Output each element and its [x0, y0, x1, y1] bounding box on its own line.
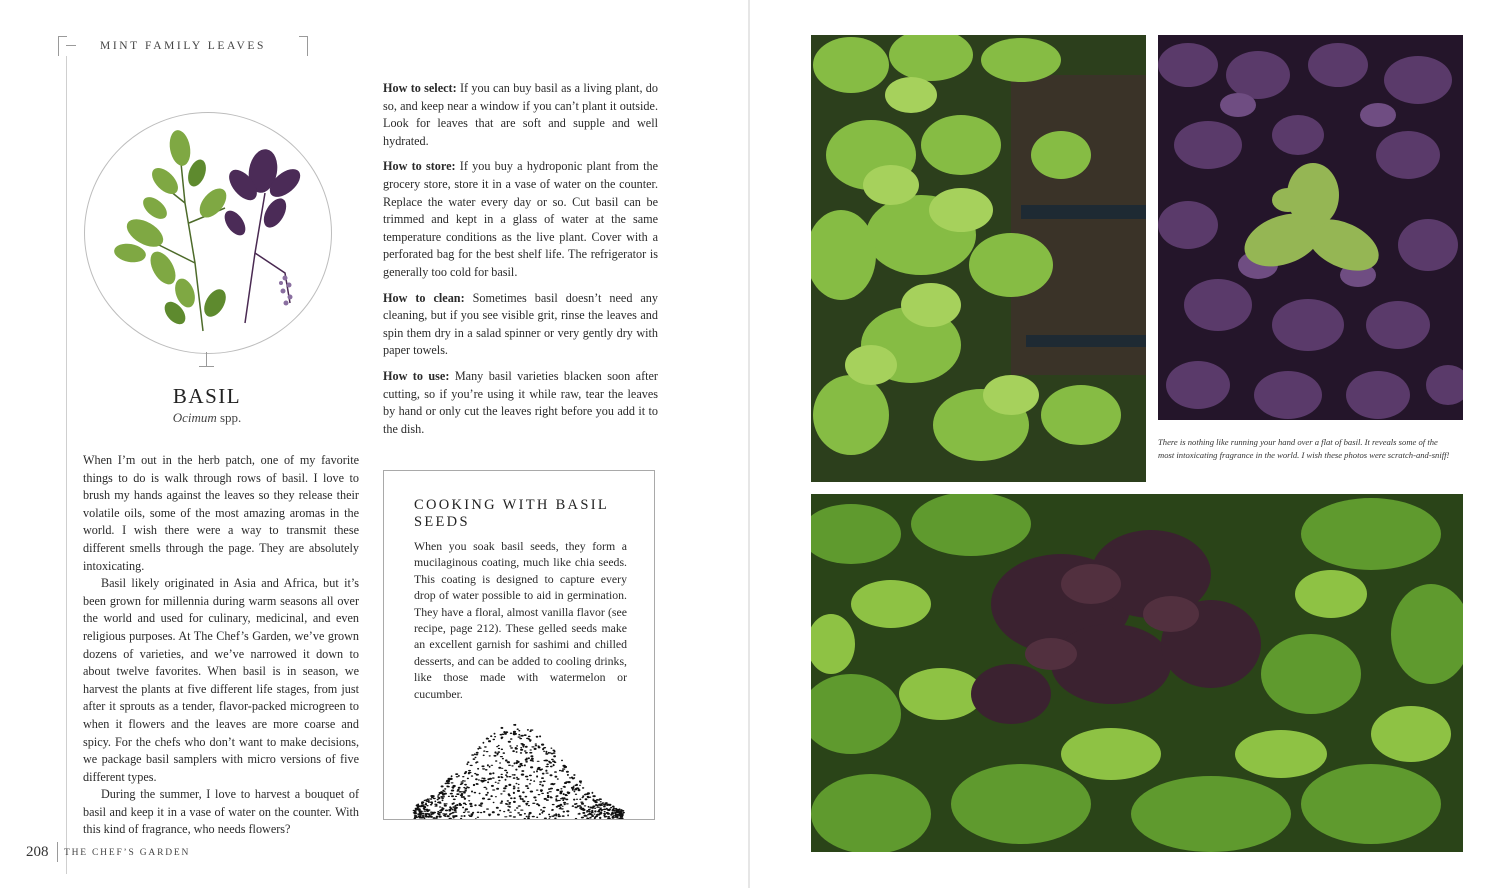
intro-paragraph: When I’m out in the herb patch, one of my favorite things to do is walk through rows of basil. I love to brush my hands against the leaves so they release their volatile oils, some of the most amazing aromas in the world. I wish there were a way to transmit these different smells through the page. They are absolutely intoxicating. [83, 453, 359, 573]
folio-rule [57, 842, 58, 862]
herb-latin-name [84, 410, 330, 426]
tip-text: Sometimes basil doesn’t need any cleaning, but if you see visible grit, rinse the leaves and spin them dry in a salad spinner or very gently dry with paper towels. [383, 290, 658, 358]
sidebar-title: COOKING WITH BASIL SEEDS [414, 497, 609, 530]
mixed-basil-photo [811, 494, 1463, 852]
tip-text: If you can buy basil as a living plant, do so, and keep near a window if you can’t plant it outside. Look for leaves that are soft and supple and well hydrated. [383, 81, 658, 148]
tip-label: How to select: [383, 81, 457, 95]
latin-suffix: spp. [216, 410, 242, 425]
herb-title: BASIL [172, 384, 242, 408]
book-gutter [748, 0, 750, 888]
purple-basil-photo [1158, 35, 1463, 420]
latin-genus: Ocimum [172, 410, 217, 425]
green-basil-photo [811, 35, 1146, 482]
tip-label: How to store: [383, 159, 456, 174]
photo-caption: There is nothing like running your hand over a flat of basil. It reveals some of the most intoxicating fragrance in the world. I wish these photos were scratch-and-sniff! [1158, 437, 1450, 460]
margin-rule [66, 56, 67, 874]
tips-column [383, 80, 658, 446]
tip-label: How to use: [383, 368, 450, 383]
illustration-stem [206, 352, 207, 366]
running-footer: THE CHEF’S GARDEN [64, 848, 191, 858]
basil-illustration [84, 112, 332, 354]
basil-seeds-image [394, 699, 644, 819]
intro-text [83, 452, 359, 839]
section-header: MINT FAMILY LEAVES [58, 36, 308, 56]
basil-seeds-sidebar [383, 470, 655, 820]
tip-select [383, 80, 658, 150]
page-number: 208 [26, 844, 49, 860]
illustration-stem-foot [199, 366, 214, 367]
tip-text: Many basil varieties blacken soon after cutting, so if you’re using it while raw, tear the leaves by hand or only cut the leaves right before you add it to the dish. [383, 368, 658, 436]
tip-clean [383, 290, 658, 360]
sidebar-text: When you soak basil seeds, they form a mucilaginous coating, much like chia seeds. This coating is designed to capture every drop of water possible to aid in germination. They have a floral, almost vanilla flavor (see recipe, page 212). These gelled seeds make an excellent garnish for sashimi and chilled desserts, and can be added to cooling drinks, like those made with watermelon or cucumber. [414, 539, 627, 701]
tip-use [383, 368, 658, 438]
tip-label: How to clean: [383, 290, 465, 305]
intro-paragraph: During the summer, I love to harvest a bouquet of basil and keep it in a vase of water on the counter. With this kind of fragrance, who needs flowers? [83, 787, 359, 837]
tip-store [383, 158, 658, 281]
intro-paragraph: Basil likely originated in Asia and Africa, but it’s been grown for millennia during warm seasons all over the world and used for culinary, medicinal, and even religious purposes. At The Chef’s Garden, we’ve grown dozens of varieties, and we’ve narrowed it down to about twelve favorites. When basil is in season, we harvest the plants at five different life stages, from just after it sprouts as a tender, flavor-packed microgreen to when it flowers and the leaves are more coarse and spicy. For the chefs who don’t want to make decisions, we package basil samplers with micro versions of five different types. [83, 576, 359, 784]
tip-text: If you buy a hydroponic plant from the grocery store, store it in a vase of water on the counter. Replace the water every day or so. Cut basil can be trimmed and kept in a glass of water at the same temperature conditions as the live plant. Cover with a perforated bag for the best shelf life. The refrigerator is generally too cold for basil. [383, 159, 658, 279]
